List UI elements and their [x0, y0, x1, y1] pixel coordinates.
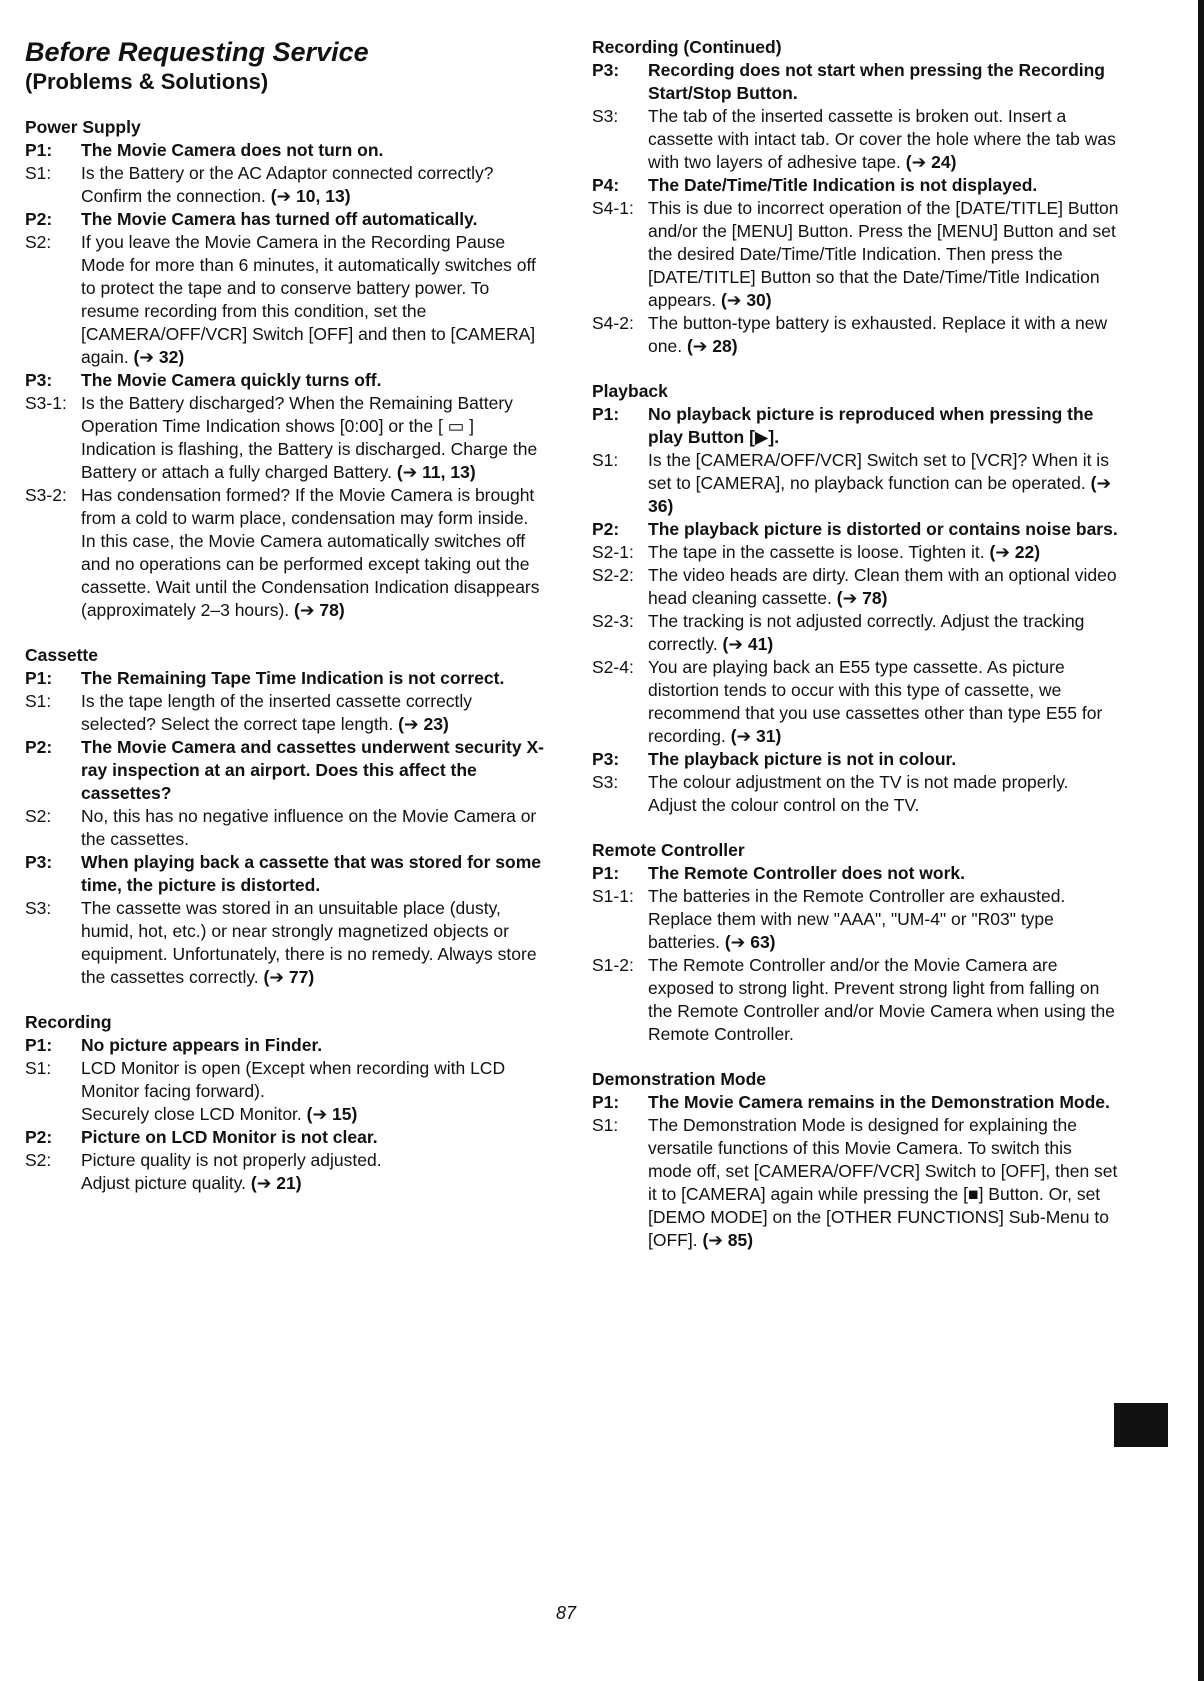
- page-reference: (➔ 28): [686, 336, 738, 356]
- solution-text-block: [81, 1149, 545, 1195]
- solution-text: The Remote Controller and/or the Movie Camera are exposed to strong light. Prevent strong light from falling on the Remote Controller and/or Movie Camera when using the Remote Controller.: [648, 955, 1115, 1044]
- solution-text: Picture quality is not properly adjusted. Adjust picture quality.: [81, 1150, 382, 1193]
- solution-text-block: [81, 805, 545, 851]
- problem-text: No playback picture is reproduced when pressing the play Button [▶].: [648, 404, 1094, 447]
- solution-label: S1-1:: [592, 886, 634, 906]
- problem-label: P1:: [592, 1092, 620, 1112]
- solution-text-block: [81, 484, 545, 622]
- page-reference: (➔ 36): [648, 473, 1112, 516]
- left-column: [25, 36, 545, 1217]
- solution-text: The cassette was stored in an unsuitable place (dusty, humid, hot, etc.) or near strongly magnetized objects or equipment. Unfortunately, there is no remedy. Always store the cassettes correctly.: [81, 898, 537, 987]
- solution-text: The batteries in the Remote Controller are exhausted. Replace them with new "AAA", "UM-4" or "R03" type batteries.: [648, 886, 1066, 952]
- solution-text-block: [81, 1057, 545, 1126]
- section-heading: Demonstration Mode: [592, 1069, 767, 1089]
- solution-text-block: [648, 771, 1120, 817]
- page-subtitle: (Problems & Solutions): [25, 69, 269, 94]
- problem-text-block: [648, 403, 1120, 449]
- section-recording-continued: [592, 36, 1120, 358]
- problem-text: The Movie Camera does not turn on.: [81, 140, 384, 160]
- solution-entry: [25, 1149, 545, 1195]
- solution-text-block: [648, 656, 1120, 748]
- solution-text-block: [648, 564, 1120, 610]
- solution-label: S4-1:: [592, 198, 634, 218]
- solution-entry: [25, 162, 545, 208]
- solution-label: S4-2:: [592, 313, 634, 333]
- page-reference: (➔ 23): [398, 714, 449, 734]
- page-reference: (➔ 78): [294, 600, 345, 620]
- problem-entry: [592, 403, 1120, 449]
- problem-text-block: [648, 59, 1120, 105]
- problem-text-block: [81, 736, 545, 805]
- solution-entry: [592, 771, 1120, 817]
- solution-text: The video heads are dirty. Clean them with an optional video head cleaning cassette.: [648, 565, 1117, 608]
- solution-entry: [25, 805, 545, 851]
- solution-entry: [592, 105, 1120, 174]
- solution-label: S1:: [25, 1058, 52, 1078]
- solution-label: S2-1:: [592, 542, 634, 562]
- problem-text-block: [648, 862, 1120, 885]
- problem-entry: [592, 862, 1120, 885]
- left-sections: [25, 116, 545, 1195]
- solution-label: S1:: [592, 450, 619, 470]
- solution-text: The colour adjustment on the TV is not made properly. Adjust the colour control on the TV.: [648, 772, 1069, 815]
- problem-text-block: [81, 139, 545, 162]
- problem-entry: [25, 208, 545, 231]
- solution-text: Is the [CAMERA/OFF/VCR] Switch set to [VCR]? When it is set to [CAMERA], no playback function can be operated.: [648, 450, 1109, 493]
- problem-text: Picture on LCD Monitor is not clear.: [81, 1127, 378, 1147]
- problem-text: The playback picture is not in colour.: [648, 749, 957, 769]
- problem-label: P1:: [25, 668, 53, 688]
- problem-label: P2:: [25, 209, 53, 229]
- solution-text: Is the Battery or the AC Adaptor connected correctly? Confirm the connection.: [81, 163, 494, 206]
- solution-text-block: [648, 541, 1120, 564]
- problem-label: P3:: [592, 749, 620, 769]
- problem-text: When playing back a cassette that was stored for some time, the picture is distorted.: [81, 852, 541, 895]
- solution-entry: [592, 564, 1120, 610]
- solution-text-block: [81, 897, 545, 989]
- section-heading: Cassette: [25, 645, 98, 665]
- page-reference: (➔ 10, 13): [270, 186, 351, 206]
- solution-entry: [25, 231, 545, 369]
- section-heading: Power Supply: [25, 117, 141, 137]
- problem-text-block: [81, 1126, 545, 1149]
- solution-text-block: [648, 449, 1120, 518]
- section-heading: Remote Controller: [592, 840, 745, 860]
- solution-label: S2-4:: [592, 657, 634, 677]
- solution-label: S3:: [592, 106, 619, 126]
- problem-text: The Movie Camera quickly turns off.: [81, 370, 382, 390]
- problem-label: P3:: [592, 60, 620, 80]
- problem-text: The Movie Camera and cassettes underwent security X-ray inspection at an airport. Does this affect the cassettes?: [81, 737, 544, 803]
- solution-entry: [592, 885, 1120, 954]
- page-reference: (➔ 31): [730, 726, 782, 746]
- solution-label: S1:: [25, 691, 52, 711]
- solution-label: S1-2:: [592, 955, 634, 975]
- problem-entry: [25, 1034, 545, 1057]
- solution-label: S2:: [25, 1150, 52, 1170]
- problem-label: P1:: [25, 140, 53, 160]
- solution-entry: [25, 1057, 545, 1126]
- page-number: 87: [556, 1603, 577, 1623]
- problem-label: P2:: [25, 737, 53, 757]
- solution-text: This is due to incorrect operation of the [DATE/TITLE] Button and/or the [MENU] Button. Press the [MENU] Button and set the desired Date/Time/Title Indication. Then press the [DATE/TITLE] Button so that the Date/Time/Title Indication appears.: [648, 198, 1119, 310]
- page-reference: (➔ 41): [722, 634, 774, 654]
- solution-entry: [592, 197, 1120, 312]
- problem-entry: [25, 667, 545, 690]
- solution-text: You are playing back an E55 type cassette. As picture distortion tends to occur with this type of cassette, we recommend that you use cassettes other than type E55 for recording.: [648, 657, 1103, 746]
- solution-label: S3-2:: [25, 485, 67, 505]
- problem-label: P2:: [592, 519, 620, 539]
- problem-label: P1:: [592, 863, 620, 883]
- section-recording: [25, 1011, 545, 1195]
- page-reference: (➔ 85): [702, 1230, 754, 1250]
- problem-text-block: [81, 851, 545, 897]
- solution-entry: [25, 897, 545, 989]
- solution-text-block: [648, 105, 1120, 174]
- solution-text: The button-type battery is exhausted. Replace it with a new one.: [648, 313, 1108, 356]
- solution-text-block: [81, 162, 545, 208]
- section-cassette: [25, 644, 545, 989]
- solution-text: Is the tape length of the inserted cassette correctly selected? Select the correct tape length.: [81, 691, 473, 734]
- section-demonstration-mode: [592, 1068, 1120, 1252]
- solution-entry: [592, 954, 1120, 1046]
- solution-text-block: [648, 610, 1120, 656]
- right-sections: [592, 36, 1120, 1252]
- solution-text-block: [81, 231, 545, 369]
- problem-entry: [592, 518, 1120, 541]
- problem-label: P1:: [25, 1035, 53, 1055]
- solution-entry: [592, 1114, 1120, 1252]
- section-remote-controller: [592, 839, 1120, 1046]
- page-reference: (➔ 32): [133, 347, 185, 367]
- section-heading: Playback: [592, 381, 668, 401]
- solution-text: Is the Battery discharged? When the Remaining Battery Operation Time Indication shows [0:00] or the [ ▭ ] Indication is flashing, the Battery is discharged. Charge the Battery or attach a fully charged Battery.: [81, 393, 538, 482]
- problem-label: P3:: [25, 852, 53, 872]
- page-edge-gap: [1168, 0, 1198, 1681]
- solution-text: The tab of the inserted cassette is broken out. Insert a cassette with intact tab. Or cover the hole where the tab was with two layers of adhesive tape.: [648, 106, 1116, 172]
- problem-label: P1:: [592, 404, 620, 424]
- index-tab-marker: [1114, 1403, 1169, 1447]
- solution-label: S3:: [592, 772, 619, 792]
- solution-text-block: [648, 197, 1120, 312]
- page-reference: (➔ 22): [989, 542, 1041, 562]
- problem-text: The Movie Camera has turned off automatically.: [81, 209, 478, 229]
- solution-label: S2:: [25, 232, 52, 252]
- problem-label: P2:: [25, 1127, 53, 1147]
- page-reference: (➔ 63): [724, 932, 776, 952]
- section-playback: [592, 380, 1120, 817]
- solution-entry: [592, 656, 1120, 748]
- problem-entry: [25, 736, 545, 805]
- solution-entry: [25, 484, 545, 622]
- solution-text: LCD Monitor is open (Except when recording with LCD Monitor facing forward). Securely close LCD Monitor.: [81, 1058, 506, 1124]
- solution-label: S3-1:: [25, 393, 67, 413]
- solution-text-block: [81, 690, 545, 736]
- solution-entry: [592, 449, 1120, 518]
- problem-entry: [592, 174, 1120, 197]
- section-power-supply: [25, 116, 545, 622]
- problem-label: P3:: [25, 370, 53, 390]
- section-heading: Recording (Continued): [592, 37, 782, 57]
- page-reference: (➔ 11, 13): [396, 462, 476, 482]
- solution-text-block: [81, 392, 545, 484]
- solution-label: S3:: [25, 898, 52, 918]
- solution-label: S1:: [25, 163, 52, 183]
- solution-label: S2-3:: [592, 611, 634, 631]
- problem-entry: [592, 1091, 1120, 1114]
- solution-text-block: [648, 885, 1120, 954]
- solution-text: Has condensation formed? If the Movie Camera is brought from a cold to warm place, condensation may form inside. In this case, the Movie Camera automatically switches off and no operations can be performed except taking out the cassette. Wait until the Condensation Indication disappears (approximately 2–3 hours).: [81, 485, 540, 620]
- problem-entry: [592, 748, 1120, 771]
- problem-text: The playback picture is distorted or contains noise bars.: [648, 519, 1118, 539]
- problem-text: The Remaining Tape Time Indication is not correct.: [81, 668, 505, 688]
- right-column: [592, 36, 1120, 1274]
- solution-entry: [592, 610, 1120, 656]
- solution-entry: [25, 392, 545, 484]
- page-reference: (➔ 21): [250, 1173, 302, 1193]
- solution-text: The tracking is not adjusted correctly. Adjust the tracking correctly.: [648, 611, 1085, 654]
- problem-text-block: [81, 208, 545, 231]
- page-edge: [1198, 0, 1204, 1681]
- problem-entry: [25, 1126, 545, 1149]
- problem-entry: [25, 851, 545, 897]
- solution-text: If you leave the Movie Camera in the Recording Pause Mode for more than 6 minutes, it automatically switches off to protect the tape and to conserve battery power. To resume recording from this condition, set the [CAMERA/OFF/VCR] Switch [OFF] and then to [CAMERA] again.: [81, 232, 536, 367]
- solution-label: S1:: [592, 1115, 619, 1135]
- solution-text-block: [648, 1114, 1120, 1252]
- problem-text-block: [648, 748, 1120, 771]
- page-reference: (➔ 24): [905, 152, 957, 172]
- page-reference: (➔ 15): [306, 1104, 358, 1124]
- solution-label: S2:: [25, 806, 52, 826]
- solution-entry: [592, 541, 1120, 564]
- section-heading: Recording: [25, 1012, 112, 1032]
- problem-text: Recording does not start when pressing the Recording Start/Stop Button.: [648, 60, 1105, 103]
- solution-text: The Demonstration Mode is designed for explaining the versatile functions of this Movie Camera. To switch this mode off, set [CAMERA/OFF/VCR] Switch to [OFF], then set it to [CAMERA] again while pressing the [■] Button. Or, set [DEMO MODE] on the [OTHER FUNCTIONS] Sub-Menu to [OFF].: [648, 1115, 1118, 1250]
- problem-label: P4:: [592, 175, 620, 195]
- problem-text-block: [648, 174, 1120, 197]
- solution-text-block: [648, 954, 1120, 1046]
- solution-entry: [25, 690, 545, 736]
- problem-text-block: [648, 518, 1120, 541]
- solution-entry: [592, 312, 1120, 358]
- solution-label: S2-2:: [592, 565, 634, 585]
- page-reference: (➔ 30): [720, 290, 772, 310]
- problem-text: The Date/Time/Title Indication is not displayed.: [648, 175, 1038, 195]
- page-reference: (➔ 77): [263, 967, 315, 987]
- problem-text: The Remote Controller does not work.: [648, 863, 965, 883]
- problem-text-block: [81, 369, 545, 392]
- problem-text-block: [648, 1091, 1120, 1114]
- problem-entry: [25, 139, 545, 162]
- solution-text: No, this has no negative influence on the Movie Camera or the cassettes.: [81, 806, 537, 849]
- problem-text-block: [81, 667, 545, 690]
- solution-text-block: [648, 312, 1120, 358]
- problem-entry: [25, 369, 545, 392]
- page-title: Before Requesting Service: [25, 37, 369, 67]
- problem-text: The Movie Camera remains in the Demonstration Mode.: [648, 1092, 1110, 1112]
- problem-entry: [592, 59, 1120, 105]
- problem-text: No picture appears in Finder.: [81, 1035, 323, 1055]
- problem-text-block: [81, 1034, 545, 1057]
- solution-text: The tape in the cassette is loose. Tighten it.: [648, 542, 990, 562]
- page-reference: (➔ 78): [836, 588, 888, 608]
